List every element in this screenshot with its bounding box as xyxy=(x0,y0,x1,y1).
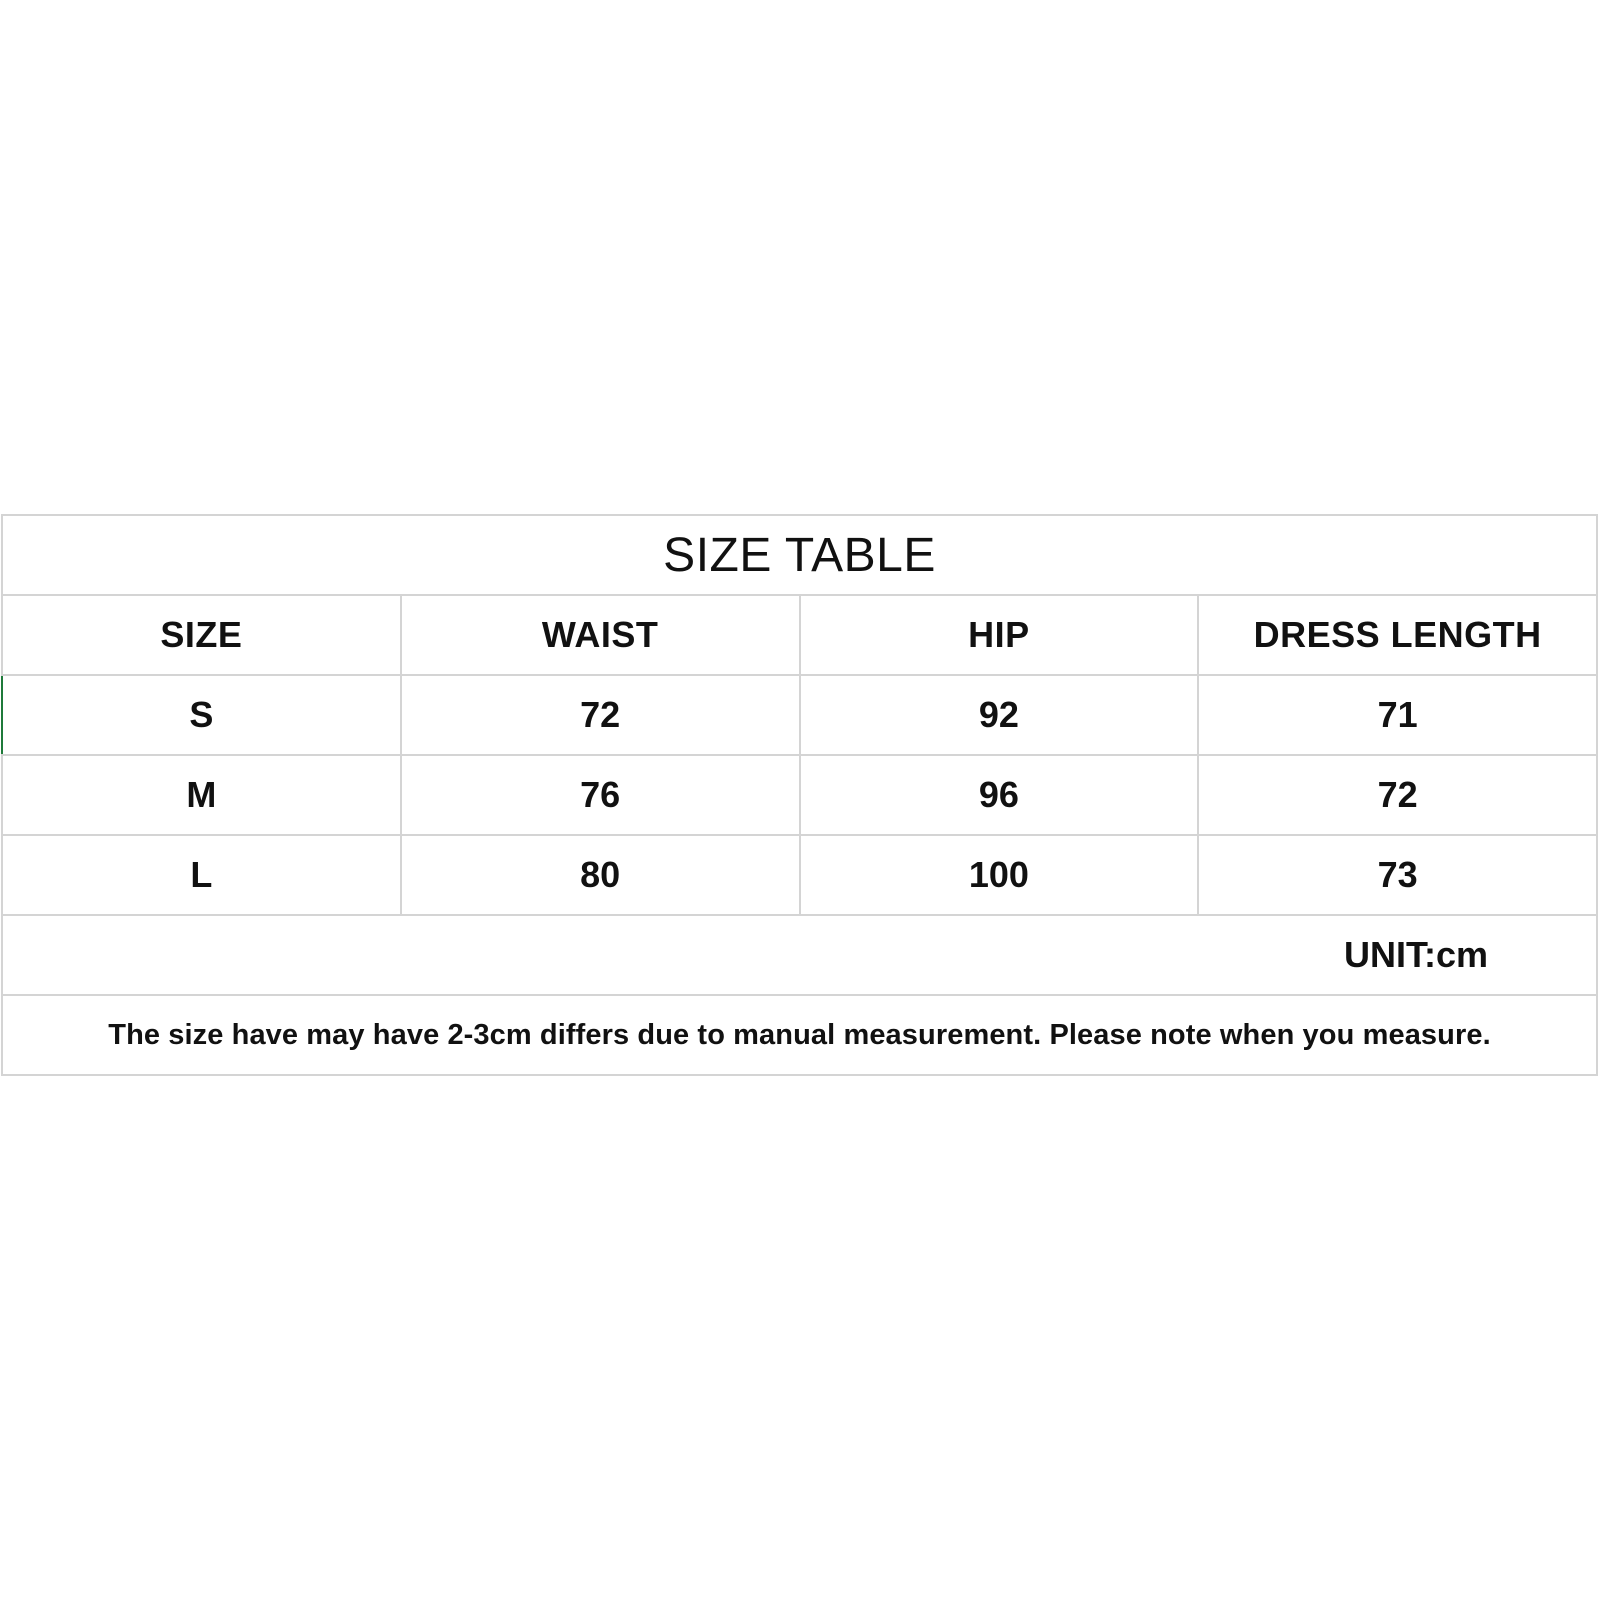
waist-cell: 80 xyxy=(401,835,800,915)
table-row xyxy=(2,675,1597,755)
header-hip: HIP xyxy=(800,595,1199,675)
hip-cell: 96 xyxy=(800,755,1199,835)
table-row xyxy=(2,835,1597,915)
dress-length-cell: 73 xyxy=(1198,835,1597,915)
waist-cell: 76 xyxy=(401,755,800,835)
hip-cell: 92 xyxy=(800,675,1199,755)
header-dress-length: DRESS LENGTH xyxy=(1198,595,1597,675)
unit-label: UNIT:cm xyxy=(2,915,1597,995)
dress-length-cell: 71 xyxy=(1198,675,1597,755)
measurement-note: The size have may have 2-3cm differs due to manual measurement. Please note when you measure. xyxy=(2,995,1597,1075)
header-waist: WAIST xyxy=(401,595,800,675)
title-row xyxy=(2,515,1597,595)
table-row xyxy=(2,755,1597,835)
size-table xyxy=(1,514,1598,1076)
header-size: SIZE xyxy=(2,595,401,675)
size-cell: L xyxy=(2,835,401,915)
table-title: SIZE TABLE xyxy=(2,515,1597,595)
size-cell: S xyxy=(2,675,401,755)
header-row xyxy=(2,595,1597,675)
hip-cell: 100 xyxy=(800,835,1199,915)
size-cell: M xyxy=(2,755,401,835)
dress-length-cell: 72 xyxy=(1198,755,1597,835)
note-row xyxy=(2,995,1597,1075)
unit-row xyxy=(2,915,1597,995)
waist-cell: 72 xyxy=(401,675,800,755)
